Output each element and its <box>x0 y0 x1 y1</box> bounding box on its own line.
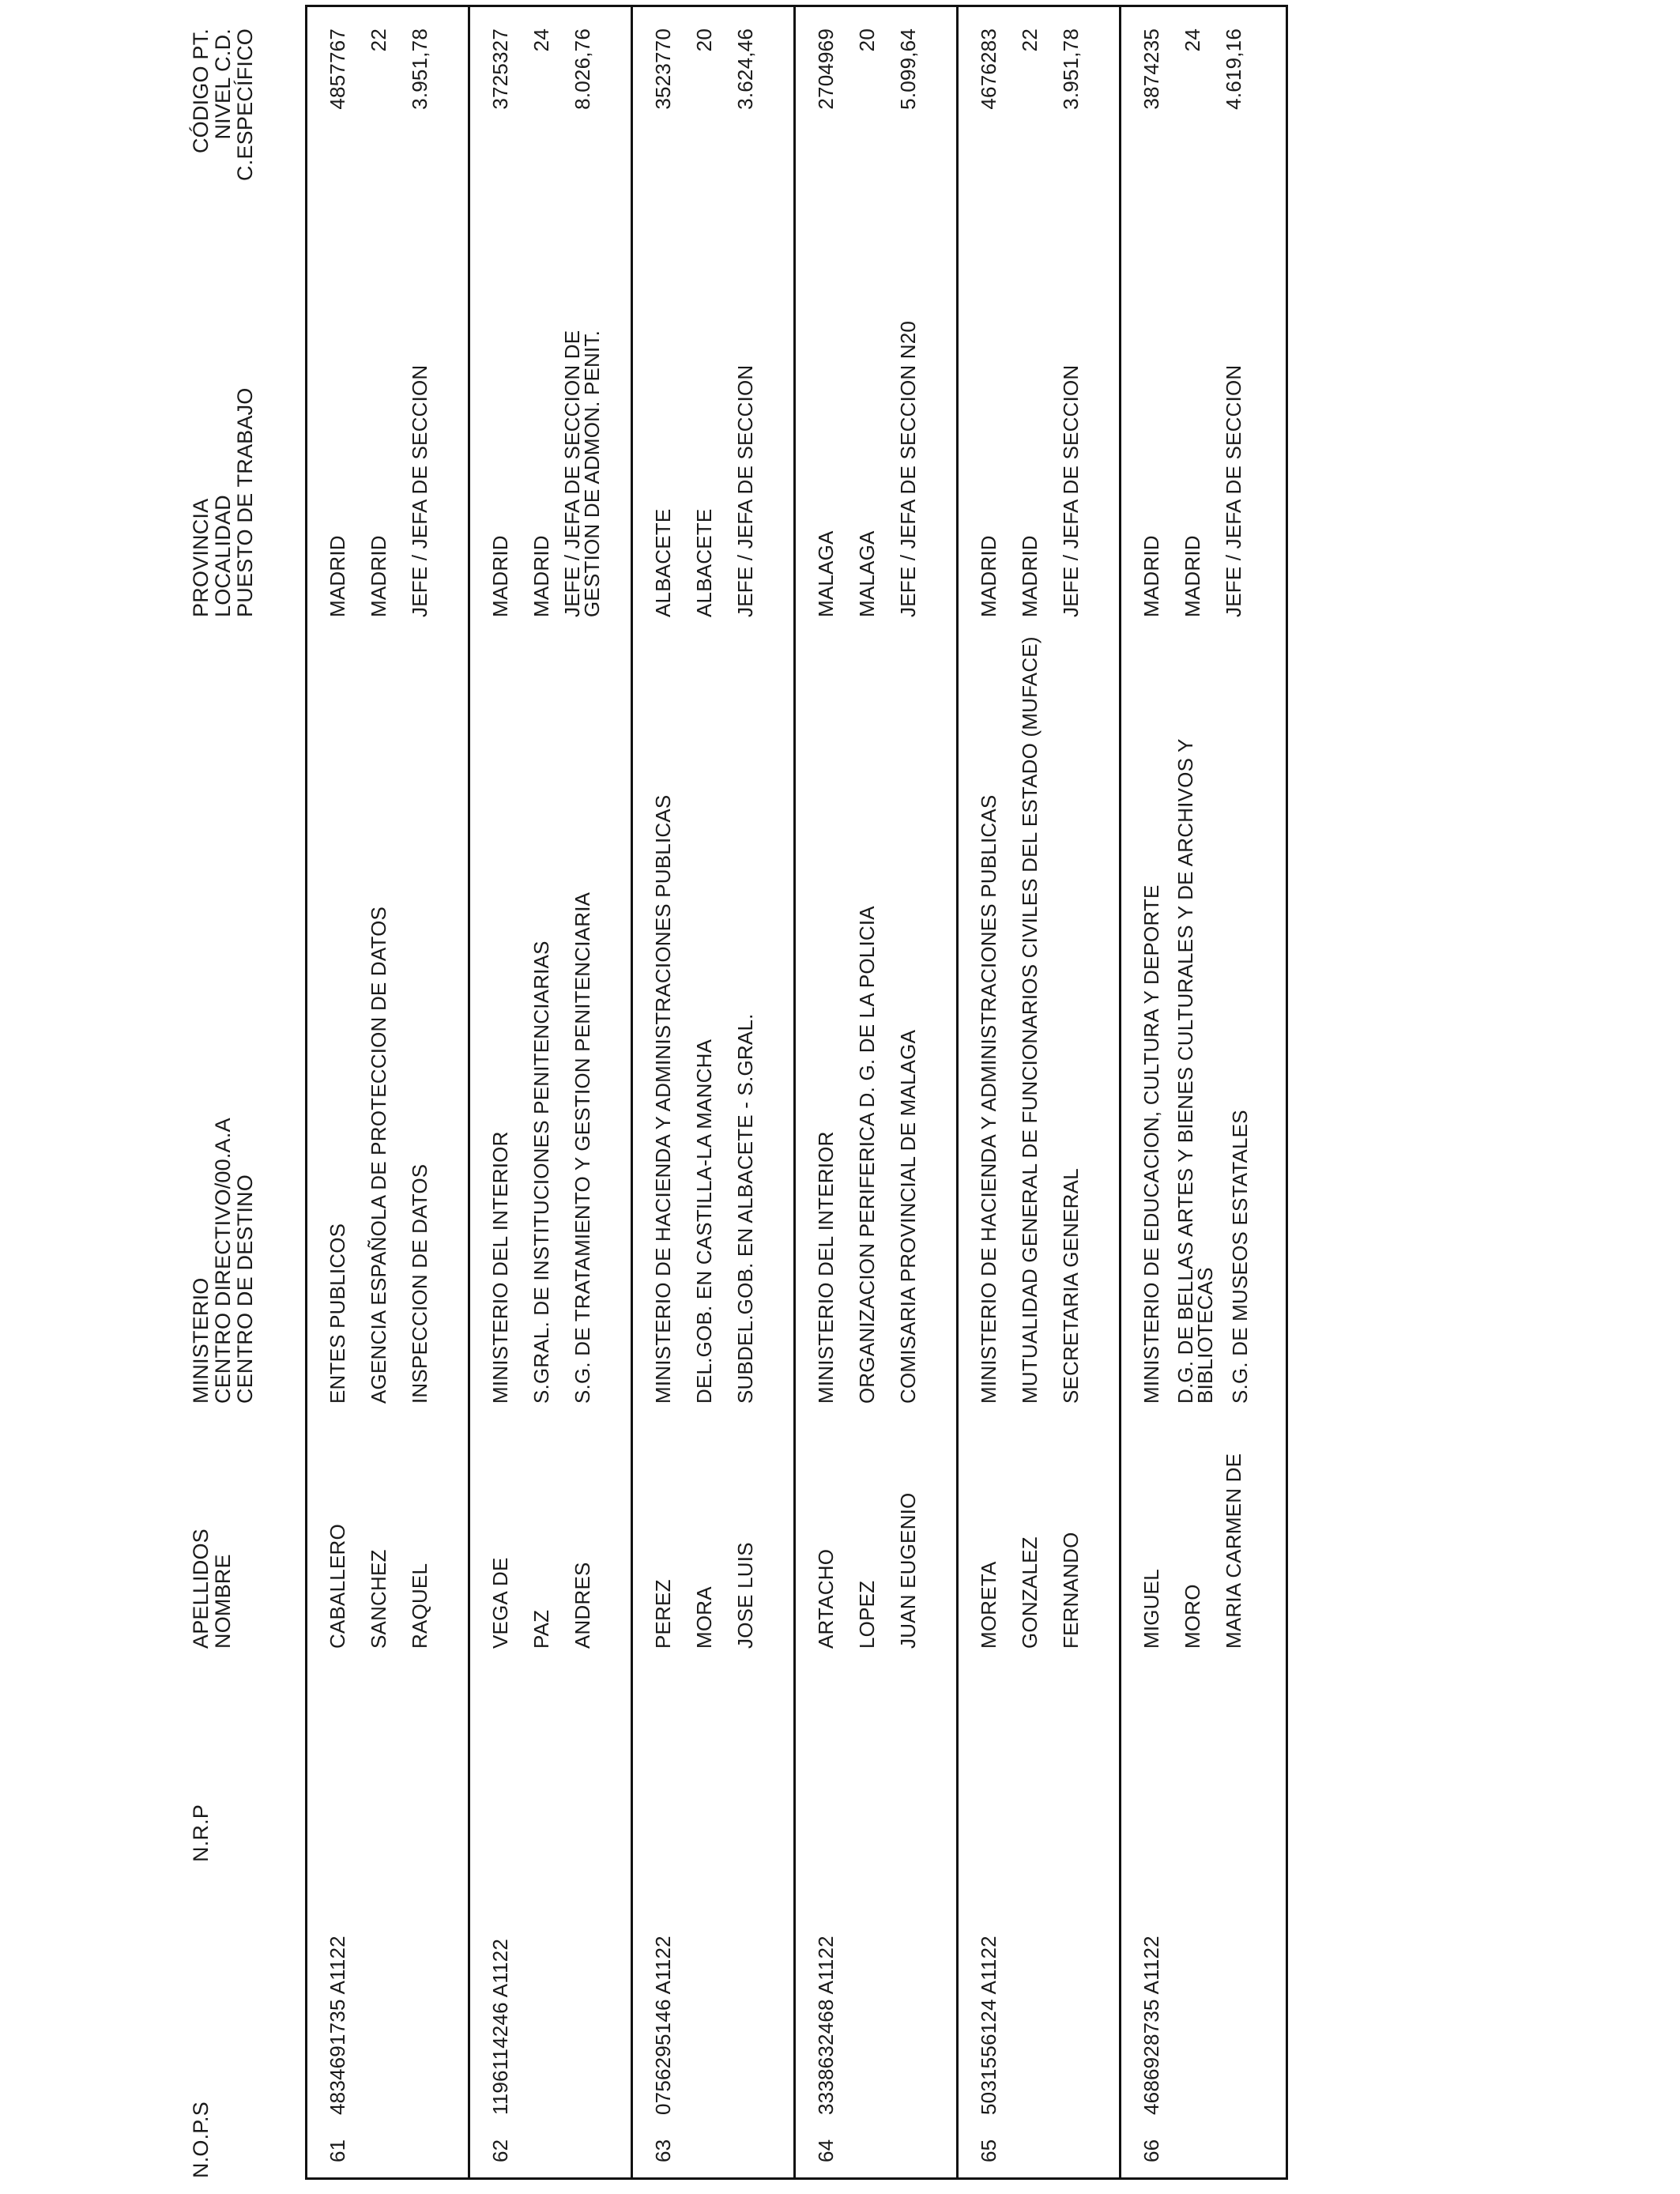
cell-localidad: MADRID <box>1018 535 1042 617</box>
cell-puesto: JEFE / JEFA DE SECCION N20 <box>896 320 920 617</box>
cell-nops: 65 <box>977 2139 1000 2162</box>
cell-apellido1: MORETA <box>977 1561 1000 1649</box>
cell-especifico: 8.026,76 <box>571 28 594 110</box>
row-separator <box>631 5 633 2180</box>
header-codigo: CÓDIGO PT. <box>189 28 213 154</box>
row-separator <box>956 5 959 2180</box>
cell-localidad: MALAGA <box>855 530 879 617</box>
cell-centro-directivo: D.G. DE BELLAS ARTES Y BIENES CULTURALES Y DE ARCHIVOS Y BIBLIOTECAS <box>1173 738 1217 1404</box>
cell-centro-destino: COMISARIA PROVINCIAL DE MALAGA <box>896 1029 920 1404</box>
cell-nops: 63 <box>651 2139 675 2162</box>
cell-codigo: 4857767 <box>326 28 349 110</box>
cell-puesto: JEFE / JEFA DE SECCION <box>1059 364 1083 617</box>
cell-especifico: 3.624,46 <box>733 28 757 110</box>
cell-nrp: 1196114246 A1122 <box>488 1939 512 2115</box>
cell-ministerio: MINISTERIO DEL INTERIOR <box>814 1131 838 1404</box>
cell-nops: 66 <box>1139 2139 1163 2162</box>
row-separator <box>1119 5 1121 2180</box>
cell-apellido2: MORA <box>692 1586 716 1649</box>
cell-nops: 61 <box>326 2139 349 2162</box>
cell-ministerio: ENTES PUBLICOS <box>326 1223 349 1404</box>
cell-nrp: 0756295146 A1122 <box>651 1936 675 2115</box>
cell-apellido2: LOPEZ <box>855 1580 879 1649</box>
header-nombre: NOMBRE <box>211 1554 235 1649</box>
cell-nivel: 24 <box>529 28 553 52</box>
cell-nombre: JUAN EUGENIO <box>896 1492 920 1649</box>
cell-nivel: 24 <box>1181 28 1204 52</box>
cell-localidad: MADRID <box>367 535 390 617</box>
cell-centro-destino: INSPECCION DE DATOS <box>408 1163 431 1404</box>
cell-provincia: ALBACETE <box>651 508 675 617</box>
cell-nrp: 4686928735 A1122 <box>1139 1936 1163 2115</box>
cell-nivel: 20 <box>855 28 879 52</box>
header-especifico: C.ESPECÍFICO <box>233 28 257 181</box>
cell-apellido1: ARTACHO <box>814 1548 838 1649</box>
cell-apellido1: CABALLERO <box>326 1524 349 1649</box>
cell-ministerio: MINISTERIO DEL INTERIOR <box>488 1131 512 1404</box>
cell-localidad: ALBACETE <box>692 508 716 617</box>
cell-nivel: 22 <box>1018 28 1042 52</box>
cell-nrp: 3338632468 A1122 <box>814 1936 838 2115</box>
cell-codigo: 4676283 <box>977 28 1000 110</box>
header-centro-directivo: CENTRO DIRECTIVO/00.A.A <box>211 1118 235 1404</box>
cell-centro-directivo: DEL.GOB. EN CASTILLA-LA MANCHA <box>692 1039 716 1404</box>
cell-codigo: 2704969 <box>814 28 838 110</box>
header-nivel: NIVEL C.D. <box>211 28 235 140</box>
cell-provincia: MADRID <box>488 535 512 617</box>
cell-nrp: 5031556124 A1122 <box>977 1936 1000 2115</box>
row-separator <box>793 5 796 2180</box>
cell-centro-destino: S.G. DE TRATAMIENTO Y GESTION PENITENCIARIA <box>571 892 594 1404</box>
cell-especifico: 4.619,16 <box>1222 28 1245 110</box>
cell-localidad: MADRID <box>529 535 553 617</box>
cell-centro-directivo: ORGANIZACION PERIFERICA D. G. DE LA POLICIA <box>855 906 879 1404</box>
cell-provincia: MADRID <box>326 535 349 617</box>
cell-ministerio: MINISTERIO DE EDUCACION, CULTURA Y DEPORTE <box>1139 884 1163 1404</box>
cell-centro-directivo: MUTUALIDAD GENERAL DE FUNCIONARIOS CIVILES DEL ESTADO (MUFACE) <box>1018 636 1042 1404</box>
header-localidad: LOCALIDAD <box>211 495 235 617</box>
cell-codigo: 3874235 <box>1139 28 1163 110</box>
cell-puesto: JEFE / JEFA DE SECCION DE GESTION DE ADMON. PENIT. <box>560 330 604 617</box>
cell-provincia: MADRID <box>977 535 1000 617</box>
cell-ministerio: MINISTERIO DE HACIENDA Y ADMINISTRACIONES PUBLICAS <box>977 794 1000 1404</box>
cell-apellido2: PAZ <box>529 1609 553 1649</box>
header-puesto: PUESTO DE TRABAJO <box>233 387 257 617</box>
cell-apellido2: MORO <box>1181 1584 1204 1649</box>
cell-ministerio: MINISTERIO DE HACIENDA Y ADMINISTRACIONES PUBLICAS <box>651 794 675 1404</box>
cell-centro-directivo: S.GRAL. DE INSTITUCIONES PENITENCIARIAS <box>529 941 553 1404</box>
cell-nombre: JOSE LUIS <box>733 1542 757 1649</box>
cell-especifico: 3.951,78 <box>1059 28 1083 110</box>
cell-nombre: MARIA CARMEN DE <box>1222 1453 1245 1649</box>
cell-codigo: 3523770 <box>651 28 675 110</box>
cell-especifico: 5.099,64 <box>896 28 920 110</box>
cell-puesto: JEFE / JEFA DE SECCION <box>408 364 431 617</box>
header-centro-destino: CENTRO DE DESTINO <box>233 1174 257 1404</box>
cell-provincia: MALAGA <box>814 530 838 617</box>
cell-apellido1: PEREZ <box>651 1579 675 1649</box>
cell-apellido1: VEGA DE <box>488 1557 512 1649</box>
cell-codigo: 3725327 <box>488 28 512 110</box>
cell-centro-destino: SUBDEL.GOB. EN ALBACETE - S.GRAL. <box>733 1013 757 1404</box>
header-provincia: PROVINCIA <box>189 498 213 617</box>
cell-nops: 64 <box>814 2139 838 2162</box>
cell-provincia: MADRID <box>1139 535 1163 617</box>
cell-nombre: FERNANDO <box>1059 1532 1083 1649</box>
cell-centro-destino: SECRETARIA GENERAL <box>1059 1168 1083 1404</box>
cell-especifico: 3.951,78 <box>408 28 431 110</box>
header-nops: N.O.P.S <box>189 2102 213 2178</box>
cell-centro-destino: S.G. DE MUSEOS ESTATALES <box>1228 1110 1252 1404</box>
cell-centro-directivo: AGENCIA ESPAÑOLA DE PROTECCION DE DATOS <box>367 906 390 1404</box>
header-ministerio: MINISTERIO <box>189 1277 213 1404</box>
cell-nops: 62 <box>488 2139 512 2162</box>
cell-nivel: 22 <box>367 28 390 52</box>
cell-apellido2: SANCHEZ <box>367 1549 390 1649</box>
header-nrp: N.R.P <box>189 1804 213 1862</box>
cell-nrp: 4834691735 A1122 <box>326 1936 349 2115</box>
header-apellidos: APELLIDOS <box>189 1529 213 1649</box>
cell-apellido1: MIGUEL <box>1139 1569 1163 1649</box>
row-separator <box>468 5 470 2180</box>
cell-localidad: MADRID <box>1181 535 1204 617</box>
cell-nombre: RAQUEL <box>408 1563 431 1649</box>
cell-nombre: ANDRES <box>571 1562 594 1649</box>
cell-puesto: JEFE / JEFA DE SECCION <box>733 364 757 617</box>
cell-puesto: JEFE / JEFA DE SECCION <box>1222 364 1245 617</box>
cell-nivel: 20 <box>692 28 716 52</box>
cell-apellido2: GONZALEZ <box>1018 1536 1042 1649</box>
